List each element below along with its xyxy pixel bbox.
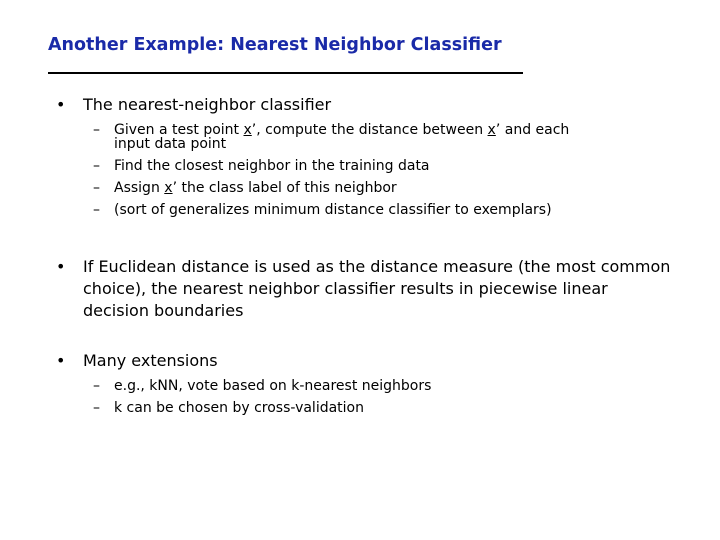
title-underline [48, 72, 523, 74]
sub-text: Assign [114, 180, 165, 196]
sub-text: Given a test point [114, 122, 244, 138]
sub-list [93, 119, 674, 221]
sub-text: ’, compute the distance between [251, 122, 488, 138]
sub-item [93, 375, 674, 397]
var-x: x [164, 180, 173, 196]
sub-text: e.g., kNN, vote based on k-nearest neighbors [114, 378, 432, 394]
sub-item [93, 155, 674, 177]
sub-text: ’ the class label of this neighbor [172, 180, 397, 196]
sub-list [93, 375, 674, 419]
sub-text: Find the closest neighbor in the training data [114, 158, 430, 174]
dash-icon: – [93, 122, 100, 138]
bullet-text: Many extensions [83, 351, 218, 370]
sub-item [93, 397, 674, 419]
bullet-text: If Euclidean distance is used as the distance measure (the most common choice), the nearest neighbor classifier results in piecewise linear decision boundaries [83, 257, 671, 320]
var-x: x [487, 122, 496, 138]
dash-icon: – [93, 202, 100, 218]
dash-icon: – [93, 378, 100, 394]
bullet-text: The nearest-neighbor classifier [83, 95, 332, 114]
sub-text: k can be chosen by cross-validation [114, 400, 364, 416]
sub-text: ’ and each [495, 122, 570, 138]
slide-title: Another Example: Nearest Neighbor Classifier [48, 35, 502, 55]
sub-text: (sort of generalizes minimum distance classifier to exemplars) [114, 202, 552, 218]
dash-icon: – [93, 400, 100, 416]
sub-text-line2: input data point [114, 136, 227, 152]
bullet-dot-icon: • [56, 95, 66, 114]
sub-item [93, 119, 674, 155]
bullet-dot-icon: • [56, 351, 66, 370]
sub-item [93, 177, 674, 199]
dash-icon: – [93, 180, 100, 196]
sub-item [93, 199, 674, 221]
bullet-item [56, 94, 674, 221]
dash-icon: – [93, 158, 100, 174]
bullet-item [56, 350, 674, 419]
bullet-dot-icon: • [56, 257, 66, 276]
var-x: x [243, 122, 252, 138]
bullet-item [56, 256, 673, 322]
